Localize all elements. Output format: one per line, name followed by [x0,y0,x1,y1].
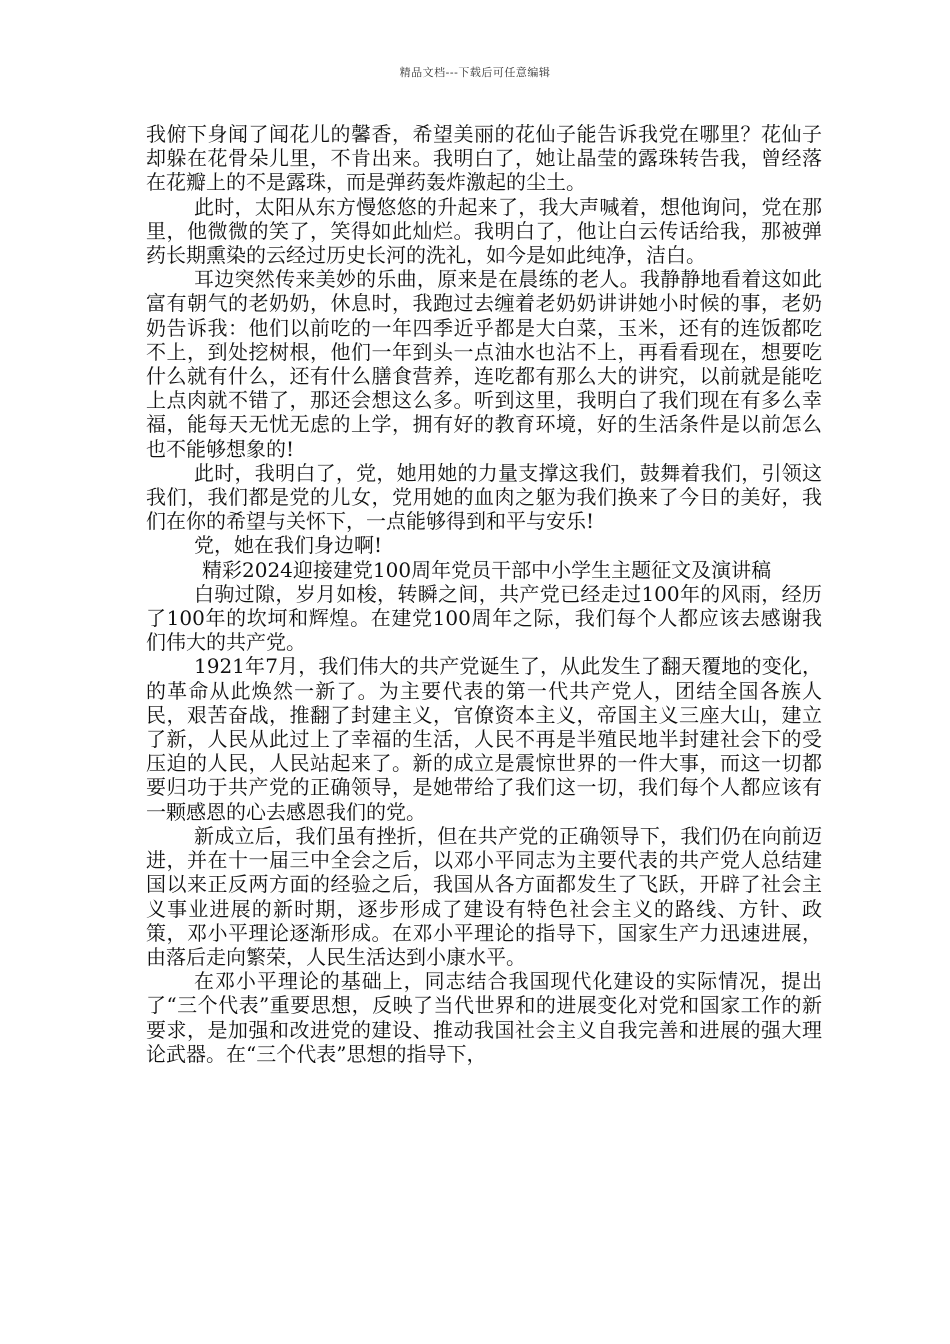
document-body [146,122,822,1066]
paragraph-6: 白驹过隙，岁月如梭，转瞬之间，共产党已经走过100年的风雨，经历了100年的坎坷和辉煌。在建党100周年之际，我们每个人都应该去感谢我们伟大的共产党。 [146,581,822,655]
paragraph-2: 此时，太阳从东方慢悠悠的升起来了，我大声喊着，想他询问，党在那里，他微微的笑了，笑得如此灿烂。我明白了，他让白云传话给我，那被弹药长期熏染的云经过历史长河的洗礼，如今是如此纯净，洁白。 [146,194,822,268]
essay-title: 精彩2024迎接建党100周年党员干部中小学生主题征文及演讲稿 [202,557,772,582]
paragraph-1: 我俯下身闻了闻花儿的馨香，希望美丽的花仙子能告诉我党在哪里？花仙子却躲在花骨朵儿里，不肯出来。我明白了，她让晶莹的露珠转告我，曾经落在花瓣上的不是露珠，而是弹药轰炸激起的尘土。 [146,122,822,195]
paragraph-9: 在邓小平理论的基础上，同志结合我国现代化建设的实际情况，提出了“三个代表”重要思想，反映了当代世界和的进展变化对党和国家工作的新要求，是加强和改进党的建设、推动我国社会主义自我完善和进展的强大理论武器。在“三个代表”思想的指导下， [146,969,822,1066]
paragraph-8: 新成立后，我们虽有挫折，但在共产党的正确领导下，我们仍在向前迈进，并在十一届三中全会之后，以邓小平同志为主要代表的共产党人总结建国以来正反两方面的经验之后，我国从各方面都发生了飞跃，开辟了社会主义事业进展的新时期，逐步形成了建设有特色社会主义的路线、方针、政策，邓小平理论逐渐形成。在邓小平理论的指导下，国家生产力迅速进展，由落后走向繁荣，人民生活达到小康水平。 [146,823,822,969]
paragraph-5: 党，她在我们身边啊! [194,533,383,558]
paragraph-3: 耳边突然传来美妙的乐曲，原来是在晨练的老人。我静静地看着这如此富有朝气的老奶奶，休息时，我跑过去缠着老奶奶讲讲她小时候的事，老奶奶告诉我：他们以前吃的一年四季近乎都是大白菜，玉米，还有的连饭都吃不上，到处挖树根，他们一年到头一点油水也沾不上，再看看现在，想要吃什么就有什么，还有什么膳食营养，连吃都有那么大的讲究，以前就是能吃上点肉就不错了，那还会想这么多。听到这里，我明白了我们现在有多么幸福，能每天无忧无虑的上学，拥有好的教育环境，好的生活条件是以前怎么也不能够想象的! [146,267,822,461]
paragraph-4: 此时，我明白了，党，她用她的力量支撑这我们，鼓舞着我们，引领这我们，我们都是党的儿女，党用她的血肉之躯为我们换来了今日的美好，我们在你的希望与关怀下，一点能够得到和平与安乐! [146,460,822,534]
paragraph-7: 1921年7月，我们伟大的共产党诞生了，从此发生了翻天覆地的变化，的革命从此焕然一新了。为主要代表的第一代共产党人，团结全国各族人民，艰苦奋战，推翻了封建主义，官僚资本主义，帝国主义三座大山，建立了新，人民从此过上了幸福的生活，人民不再是半殖民地半封建社会下的受压迫的人民，人民站起来了。新的成立是震惊世界的一件大事，而这一切都要归功于共产党的正确领导，是她带给了我们这一切，我们每个人都应该有一颗感恩的心去感恩我们的党。 [146,654,822,824]
page-header: 精品文档---下载后可任意编辑 [399,66,551,79]
